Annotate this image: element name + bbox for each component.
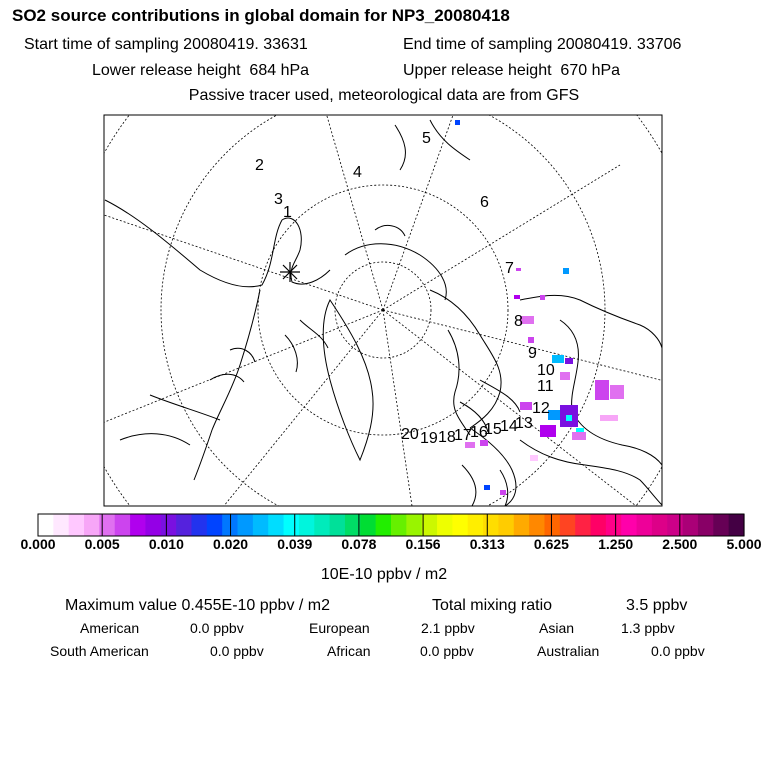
start-time-label: Start time of sampling 20080419. 33631 [24,36,308,53]
colorbar-cell [667,514,683,536]
colorbar-cell [360,514,376,536]
colorbar-cell [161,514,177,536]
colorbar-cell [698,514,714,536]
region-name-american: American [80,620,140,636]
lower-height-label: Lower release height 684 hPa [92,62,310,79]
colorbar-tick-label: 0.156 [405,536,441,552]
trajectory-label-7: 7 [505,260,514,277]
tracer-info: Passive tracer used, meteorological data are from GFS [188,87,580,104]
colorbar [38,514,745,536]
trajectory-label-15: 15 [484,421,502,438]
colorbar-tick-label: 0.010 [148,536,184,552]
end-time-label: End time of sampling 20080419. 33706 [403,36,682,53]
colorbar-cell [683,514,699,536]
colorbar-cell [391,514,407,536]
colorbar-cell [284,514,300,536]
trajectory-label-16: 16 [470,424,488,441]
trajectory-label-20: 20 [401,426,419,443]
trajectory-label-17: 17 [454,427,472,444]
trajectory-label-19: 19 [420,430,438,447]
trajectory-label-18: 18 [438,429,456,446]
colorbar-cell [422,514,438,536]
colorbar-cell [606,514,622,536]
trajectory-label-2: 2 [255,157,264,174]
region-value-asian: 1.3 ppbv [621,620,675,636]
colorbar-cell [514,514,530,536]
region-name-australian: Australian [537,643,600,659]
region-name-asian: Asian [539,620,575,636]
region-value-australian: 0.0 ppbv [651,643,705,659]
colorbar-tick-label: 0.625 [533,536,569,552]
colorbar-unit-label: 10E-10 ppbv / m2 [320,566,448,583]
source-marker-icon [280,262,300,282]
trajectory-label-4: 4 [353,164,362,181]
region-value-african: 0.0 ppbv [420,643,474,659]
region-name-south-american: South American [50,643,149,659]
region-name-european: European [309,620,370,636]
trajectory-label-3: 3 [274,191,283,208]
total-mixing-value: 3.5 ppbv [626,597,688,614]
colorbar-cell [575,514,591,536]
region-value-american: 0.0 ppbv [190,620,244,636]
colorbar-tick-label: 5.000 [726,536,762,552]
region-value-south-american: 0.0 ppbv [210,643,264,659]
colorbar-cell [560,514,576,536]
trajectory-label-13: 13 [515,415,533,432]
max-value-label: Maximum value 0.455E-10 ppbv / m2 [65,597,331,614]
trajectory-label-10: 10 [537,362,555,379]
trajectory-label-9: 9 [528,345,537,362]
map-title: SO2 source contributions in global domain for NP3_20080418 [12,6,510,25]
colorbar-cell [330,514,346,536]
colorbar-cell [53,514,69,536]
colorbar-cell [299,514,315,536]
colorbar-cell [253,514,269,536]
colorbar-cell [69,514,85,536]
colorbar-cell [314,514,330,536]
colorbar-tick-label: 0.313 [469,536,505,552]
colorbar-cell [376,514,392,536]
upper-height-label: Upper release height 670 hPa [403,62,621,79]
colorbar-tick-label: 2.500 [662,536,698,552]
trajectory-label-5: 5 [422,130,431,147]
colorbar-cell [406,514,422,536]
colorbar-cell [468,514,484,536]
colorbar-cell [38,514,54,536]
colorbar-cell [637,514,653,536]
colorbar-cell [498,514,514,536]
colorbar-tick-label: 0.005 [84,536,120,552]
colorbar-cell [207,514,223,536]
region-name-african: African [327,643,371,659]
trajectory-label-11: 11 [537,378,554,395]
colorbar-cell [529,514,545,536]
colorbar-tick-label: 0.078 [341,536,377,552]
colorbar-cell [176,514,192,536]
colorbar-tick-label: 0.000 [20,536,56,552]
colorbar-cell [191,514,207,536]
colorbar-tick-label: 0.020 [213,536,249,552]
colorbar-cell [621,514,637,536]
trajectory-label-1: 1 [283,204,292,221]
total-mixing-label: Total mixing ratio [432,597,553,614]
colorbar-cell [652,514,668,536]
colorbar-cell [268,514,284,536]
colorbar-cell [130,514,146,536]
colorbar-tick-label: 0.039 [277,536,313,552]
colorbar-cell [544,514,560,536]
region-value-european: 2.1 ppbv [421,620,475,636]
trajectory-label-8: 8 [514,313,523,330]
colorbar-cell [452,514,468,536]
colorbar-cell [84,514,100,536]
colorbar-cell [437,514,453,536]
trajectory-label-6: 6 [480,194,489,211]
colorbar-cell [483,514,499,536]
trajectory-label-12: 12 [532,400,550,417]
colorbar-cell [591,514,607,536]
colorbar-cell [729,514,745,536]
colorbar-tick-label: 1.250 [598,536,634,552]
colorbar-cell [713,514,729,536]
trajectory-label-14: 14 [500,418,518,435]
colorbar-cell [115,514,131,536]
colorbar-cell [238,514,254,536]
colorbar-cell [145,514,161,536]
